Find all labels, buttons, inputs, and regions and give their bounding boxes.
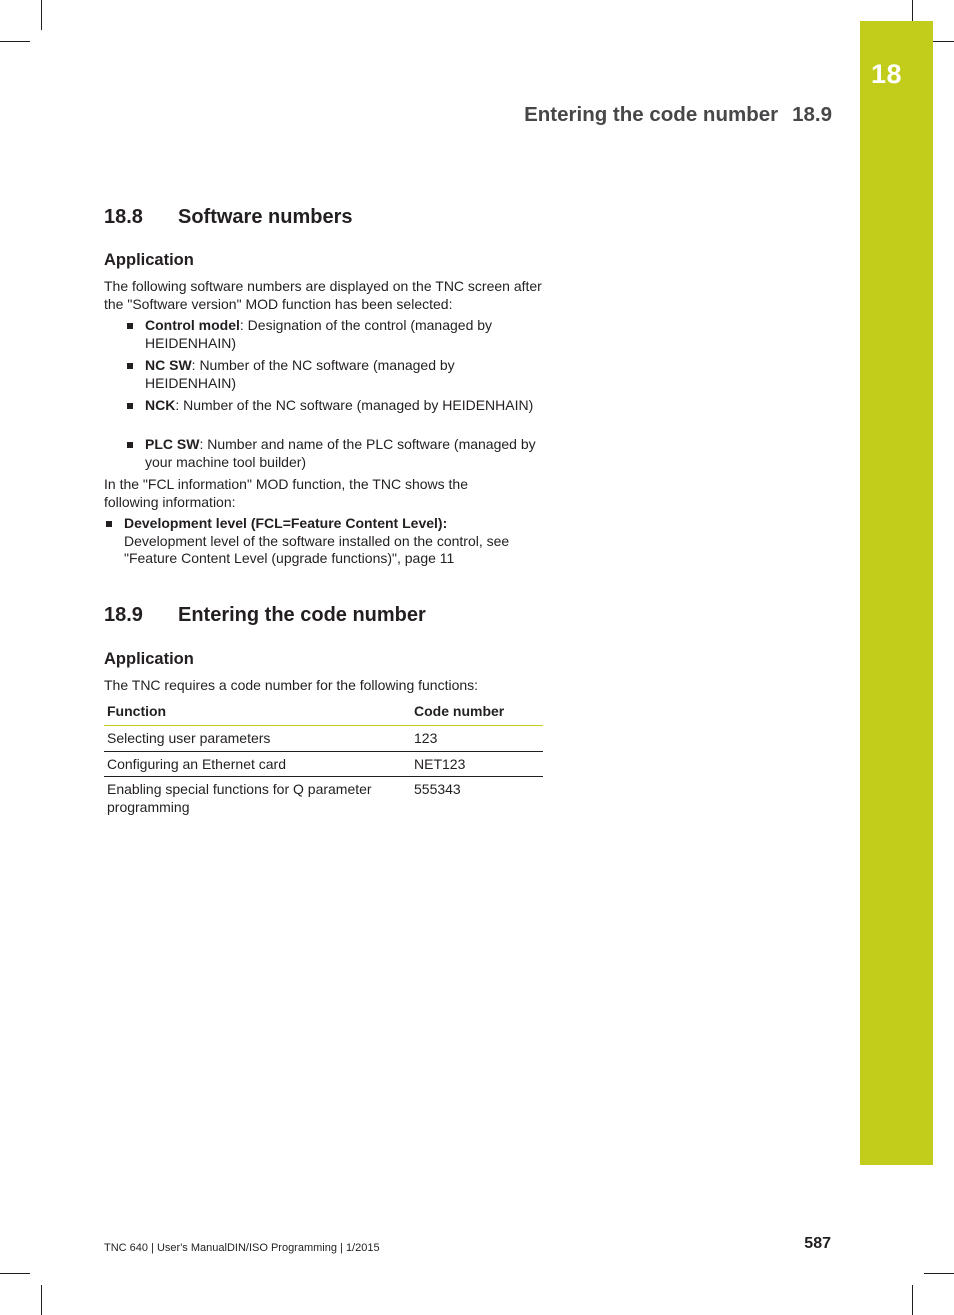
chapter-tab bbox=[860, 21, 933, 1165]
fcl-intro-paragraph: In the "FCL information" MOD function, the TNC shows the following information: bbox=[104, 476, 468, 510]
bullet-icon bbox=[127, 323, 133, 329]
list-item bbox=[145, 397, 540, 415]
table-cell-code: 555343 bbox=[414, 781, 461, 797]
running-head-title: Entering the code number bbox=[524, 103, 779, 126]
crop-mark bbox=[0, 41, 30, 42]
table-row bbox=[104, 777, 543, 821]
table-header-function: Function bbox=[107, 703, 167, 719]
list-item-text: : Number of the NC software (managed by HEIDENHAIN) bbox=[145, 357, 455, 391]
list-item-term: NCK bbox=[145, 397, 176, 413]
page-number: 587 bbox=[804, 1235, 831, 1252]
bullet-icon bbox=[127, 363, 133, 369]
section-number: 18.9 bbox=[104, 604, 143, 626]
list-item bbox=[145, 436, 540, 471]
section-title: Software numbers bbox=[178, 206, 353, 228]
bullet-icon bbox=[106, 521, 112, 527]
bullet-icon bbox=[127, 442, 133, 448]
list-item-term: Control model bbox=[145, 317, 240, 333]
crop-mark bbox=[41, 1285, 42, 1315]
intro-paragraph: The following software numbers are displayed on the TNC screen after the "Software version" MOD function has been selected: bbox=[104, 278, 542, 312]
list-item-term: PLC SW bbox=[145, 436, 200, 452]
list-item bbox=[145, 357, 540, 392]
table-cell-function: Configuring an Ethernet card bbox=[107, 756, 286, 772]
list-item-text: : Designation of the control (managed by HEIDENHAIN) bbox=[145, 317, 493, 351]
list-item bbox=[124, 515, 544, 568]
table-header-row bbox=[104, 700, 543, 726]
table-cell-code: NET123 bbox=[414, 756, 466, 772]
section-heading-18-9 bbox=[104, 604, 426, 627]
table-header-code: Code number bbox=[414, 703, 505, 719]
list-item-term: NC SW bbox=[145, 357, 192, 373]
list-item-text: : Number of the NC software (managed by HEIDENHAIN) bbox=[175, 397, 534, 413]
running-head-section: 18.9 bbox=[792, 103, 832, 126]
table-row bbox=[104, 726, 543, 752]
intro-paragraph: The TNC requires a code number for the following functions: bbox=[104, 677, 479, 693]
bullet-icon bbox=[127, 403, 133, 409]
crop-mark bbox=[912, 1285, 913, 1315]
section-title: Entering the code number bbox=[178, 604, 426, 626]
subheading-application: Application bbox=[104, 650, 194, 668]
list-item-text: : Number and name of the PLC software (managed by your machine tool builder) bbox=[145, 436, 536, 470]
crop-mark bbox=[924, 1273, 954, 1274]
list-item bbox=[145, 317, 540, 352]
code-number-table bbox=[104, 700, 543, 821]
section-heading-18-8 bbox=[104, 206, 352, 229]
running-head bbox=[524, 103, 832, 127]
table-cell-function: Selecting user parameters bbox=[107, 730, 271, 746]
table-cell-function: Enabling special functions for Q parameter programming bbox=[107, 781, 372, 815]
chapter-number: 18 bbox=[871, 59, 903, 89]
section-number: 18.8 bbox=[104, 206, 143, 228]
table-row bbox=[104, 752, 543, 777]
crop-mark bbox=[41, 0, 42, 30]
crop-mark bbox=[0, 1273, 30, 1274]
table-cell-code: 123 bbox=[414, 730, 438, 746]
list-item-term: Development level (FCL=Feature Content Level): bbox=[124, 515, 448, 531]
footer-text: TNC 640 | User's ManualDIN/ISO Programming | 1/2015 bbox=[104, 1242, 380, 1254]
list-item-text: Development level of the software installed on the control, see "Feature Content Level (upgrade functions)", page 11 bbox=[124, 532, 510, 566]
subheading-application: Application bbox=[104, 251, 194, 269]
